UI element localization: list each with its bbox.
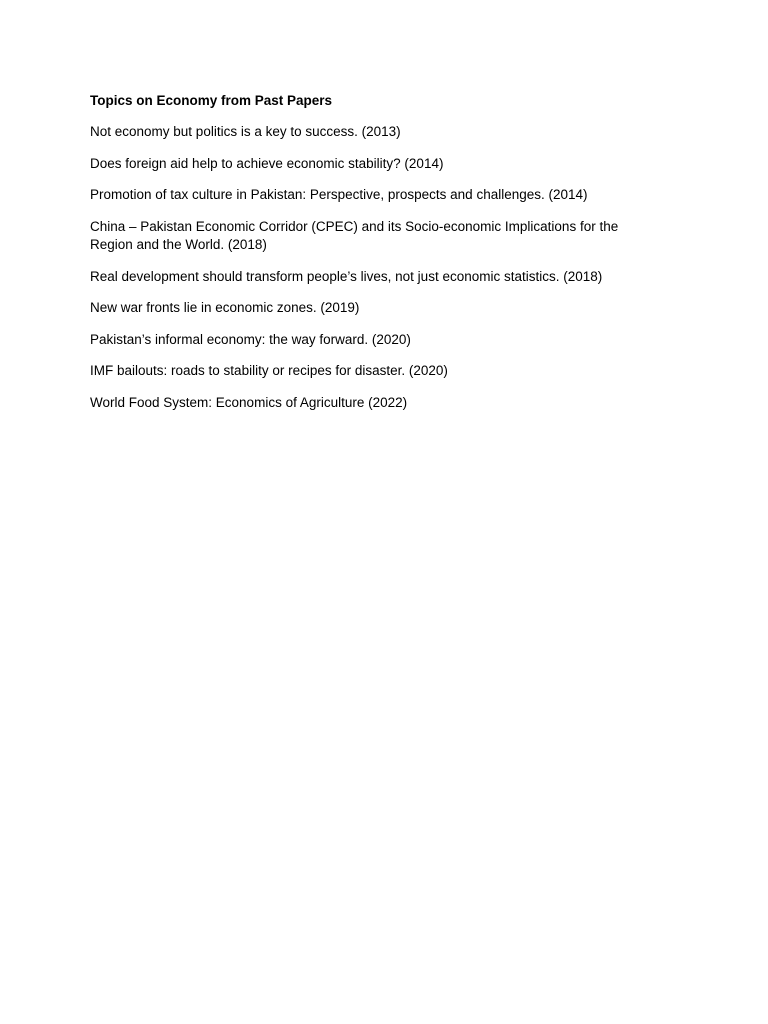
- topic-item: Not economy but politics is a key to success. (2013): [90, 124, 401, 139]
- topic-item: Does foreign aid help to achieve economic stability? (2014): [90, 155, 444, 171]
- topic-item: World Food System: Economics of Agriculture (2022): [90, 394, 408, 410]
- topic-item: IMF bailouts: roads to stability or recipes for disaster. (2020): [90, 363, 448, 378]
- document-body: [90, 92, 650, 425]
- document-heading: Topics on Economy from Past Papers: [90, 93, 333, 108]
- topic-item: Pakistan’s informal economy: the way forward. (2020): [90, 331, 411, 347]
- topic-item: Promotion of tax culture in Pakistan: Perspective, prospects and challenges. (2014): [90, 187, 588, 202]
- topic-list: [90, 123, 650, 412]
- topic-item: Real development should transform people’s lives, not just economic statistics. (2018): [90, 268, 603, 284]
- topic-item: New war fronts lie in economic zones. (2019): [90, 300, 360, 315]
- topic-item: China – Pakistan Economic Corridor (CPEC) and its Socio-economic Implications for the Region and the World. (2018): [90, 218, 619, 252]
